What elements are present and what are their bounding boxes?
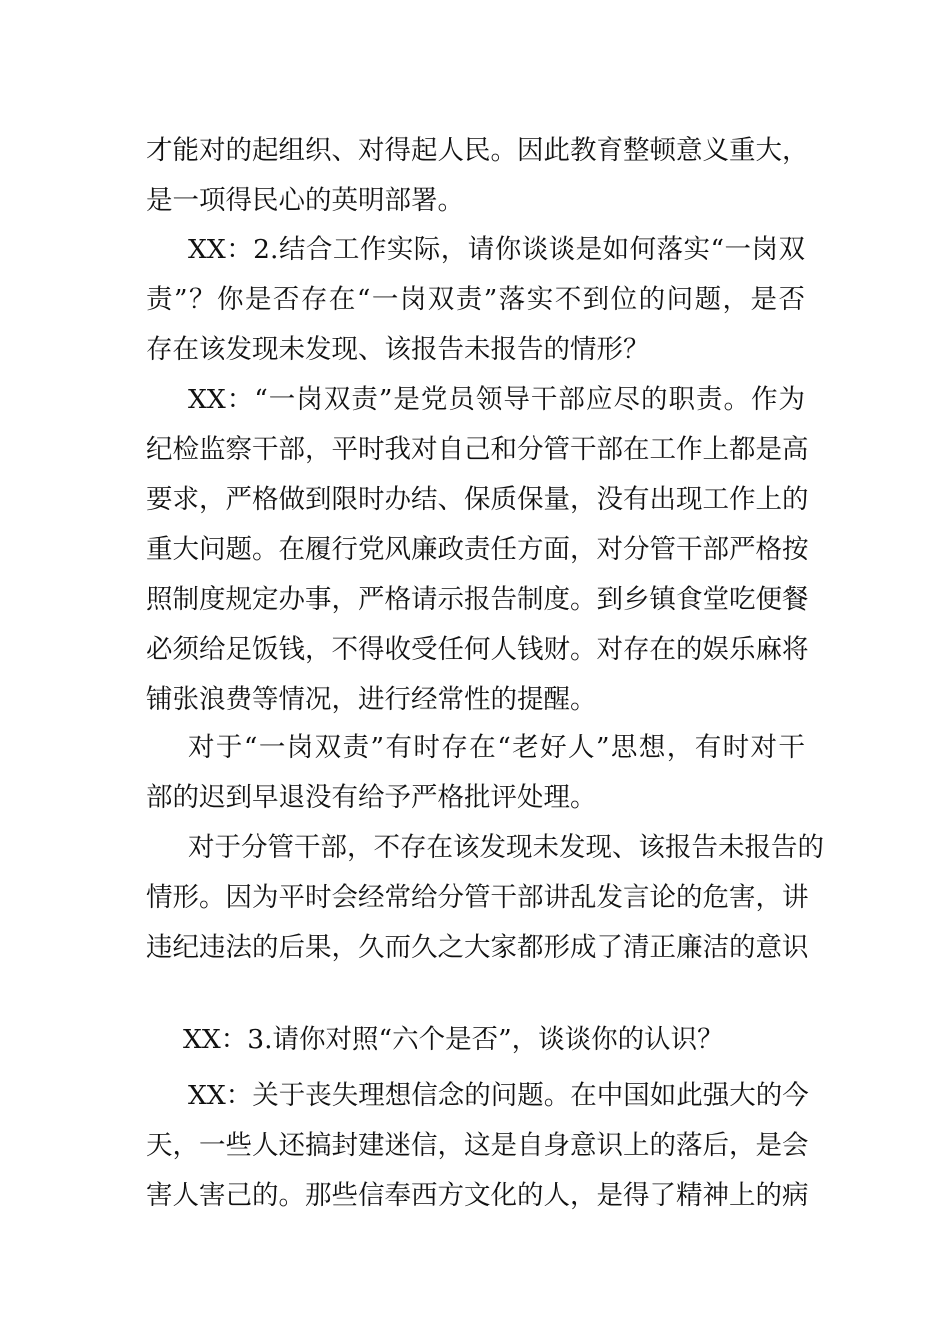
answer-line: 违纪违法的后果，久而久之大家都形成了清正廉洁的意识 [146,932,809,963]
answer-line: 必须给足饭钱，不得收受任何人钱财。对存在的娱乐麻将 [146,634,809,665]
answer-line: 铺张浪费等情况，进行经常性的提醒。 [146,684,597,715]
answer-line: 照制度规定办事，严格请示报告制度。到乡镇食堂吃便餐 [146,584,809,615]
question-line: 存在该发现未发现、该报告未报告的情形？ [146,334,650,365]
answer-line: 重大问题。在履行党风廉政责任方面，对分管干部严格按 [146,534,809,565]
paragraph-line: 才能对的起组织、对得起人民。因此教育整顿意义重大， [146,135,809,166]
answer-line: XX：“一岗双责”是党员领导干部应尽的职责。作为 [188,384,805,415]
paragraph-line: 是一项得民心的英明部署。 [146,185,464,216]
answer-line: 害人害己的。那些信奉西方文化的人，是得了精神上的病 [146,1180,809,1211]
answer-line: 对于分管干部，不存在该发现未发现、该报告未报告的 [188,832,824,863]
answer-line: 情形。因为平时会经常给分管干部讲乱发言论的危害，讲 [146,882,809,913]
question-line: XX：3.请你对照“六个是否”，谈谈你的认识？ [183,1024,724,1055]
question-line: 责”？你是否存在“一岗双责”落实不到位的问题，是否 [146,284,805,315]
answer-line: 纪检监察干部，平时我对自己和分管干部在工作上都是高 [146,434,809,465]
answer-line: 天，一些人还搞封建迷信，这是自身意识上的落后，是会 [146,1130,809,1161]
answer-line: 要求，严格做到限时办结、保质保量，没有出现工作上的 [146,484,809,515]
answer-line: XX：关于丧失理想信念的问题。在中国如此强大的今 [188,1080,809,1111]
answer-line: 部的迟到早退没有给予严格批评处理。 [146,782,597,813]
answer-line: 对于“一岗双责”有时存在“老好人”思想，有时对干 [188,732,805,763]
question-line: XX：2.结合工作实际，请你谈谈是如何落实“一岗双 [188,234,805,265]
